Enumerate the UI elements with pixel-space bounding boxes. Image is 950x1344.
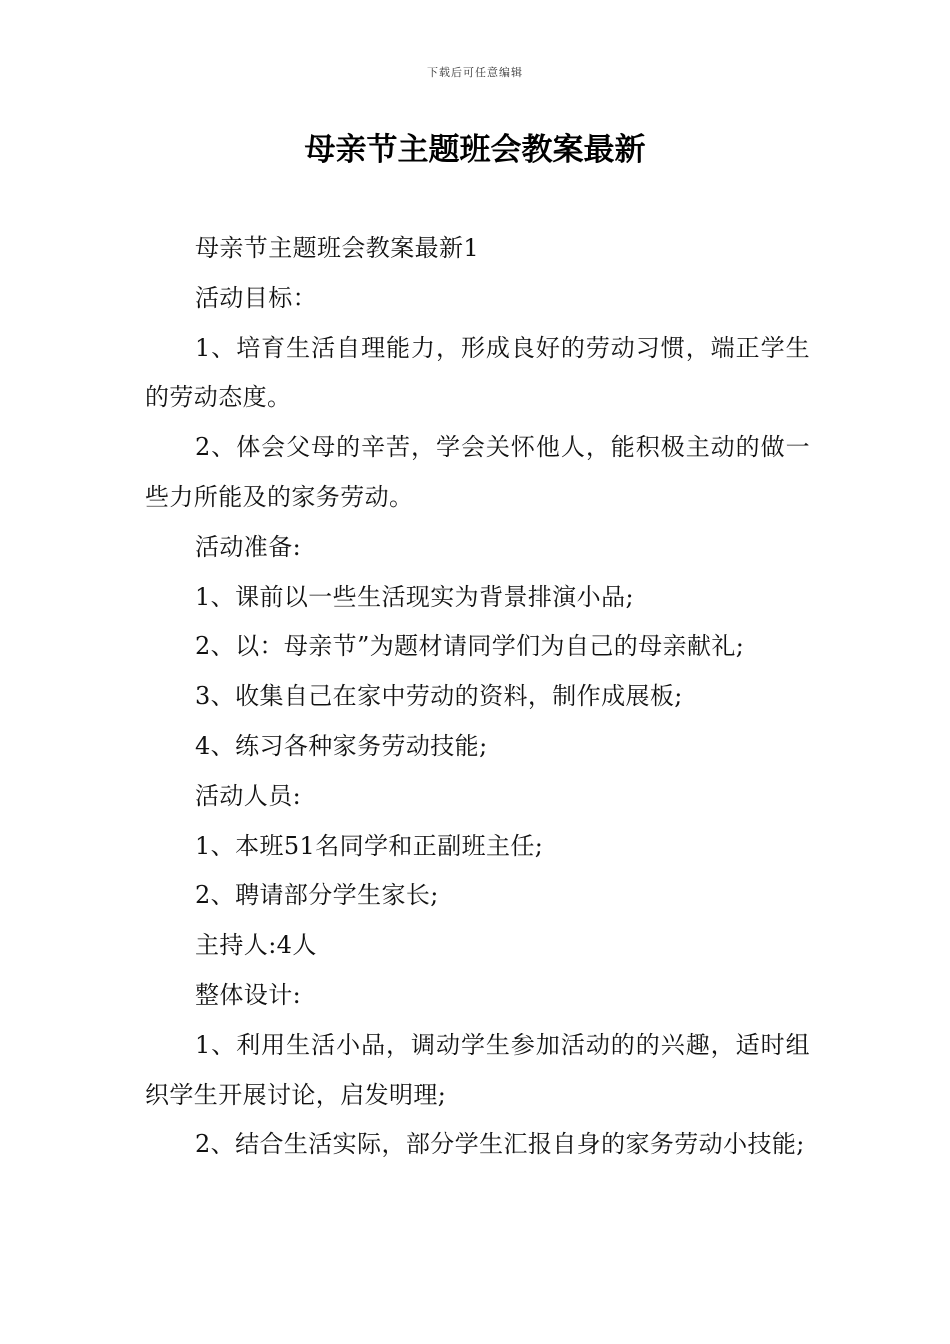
- paragraph: 4、练习各种家务劳动技能;: [195, 731, 488, 760]
- header-note: 下载后可任意编辑: [427, 66, 523, 79]
- paragraph: 主持人:4人: [195, 931, 317, 960]
- paragraph: 1、利用生活小品，调动学生参加活动的的兴趣，适时组织学生开展讨论，启发明理;: [145, 1030, 810, 1109]
- paragraph: 1、培育生活自理能力，形成良好的劳动习惯，端正学生的劳动态度。: [145, 333, 810, 412]
- section-heading: 母亲节主题班会教案最新1: [195, 234, 480, 262]
- paragraph: 2、结合生活实际，部分学生汇报自身的家务劳动小技能;: [195, 1130, 805, 1159]
- document-title: 母亲节主题班会教案最新: [304, 132, 646, 168]
- section-label-participants: 活动人员:: [195, 781, 302, 810]
- section-label-preparation: 活动准备:: [195, 532, 302, 561]
- document-body: [145, 224, 810, 1170]
- paragraph: 1、本班51名同学和正副班主任;: [195, 831, 544, 860]
- paragraph: 3、收集自己在家中劳动的资料，制作成展板;: [195, 682, 683, 711]
- paragraph: 2、聘请部分学生家长;: [195, 881, 439, 910]
- section-label-design: 整体设计:: [195, 980, 302, 1009]
- paragraph: 2、以：母亲节”为题材请同学们为自己的母亲献礼;: [195, 632, 745, 661]
- paragraph: 1、课前以一些生活现实为背景排演小品;: [195, 582, 634, 611]
- paragraph: 2、体会父母的辛苦，学会关怀他人，能积极主动的做一些力所能及的家务劳动。: [145, 433, 810, 511]
- section-label-goals: 活动目标：: [195, 283, 317, 312]
